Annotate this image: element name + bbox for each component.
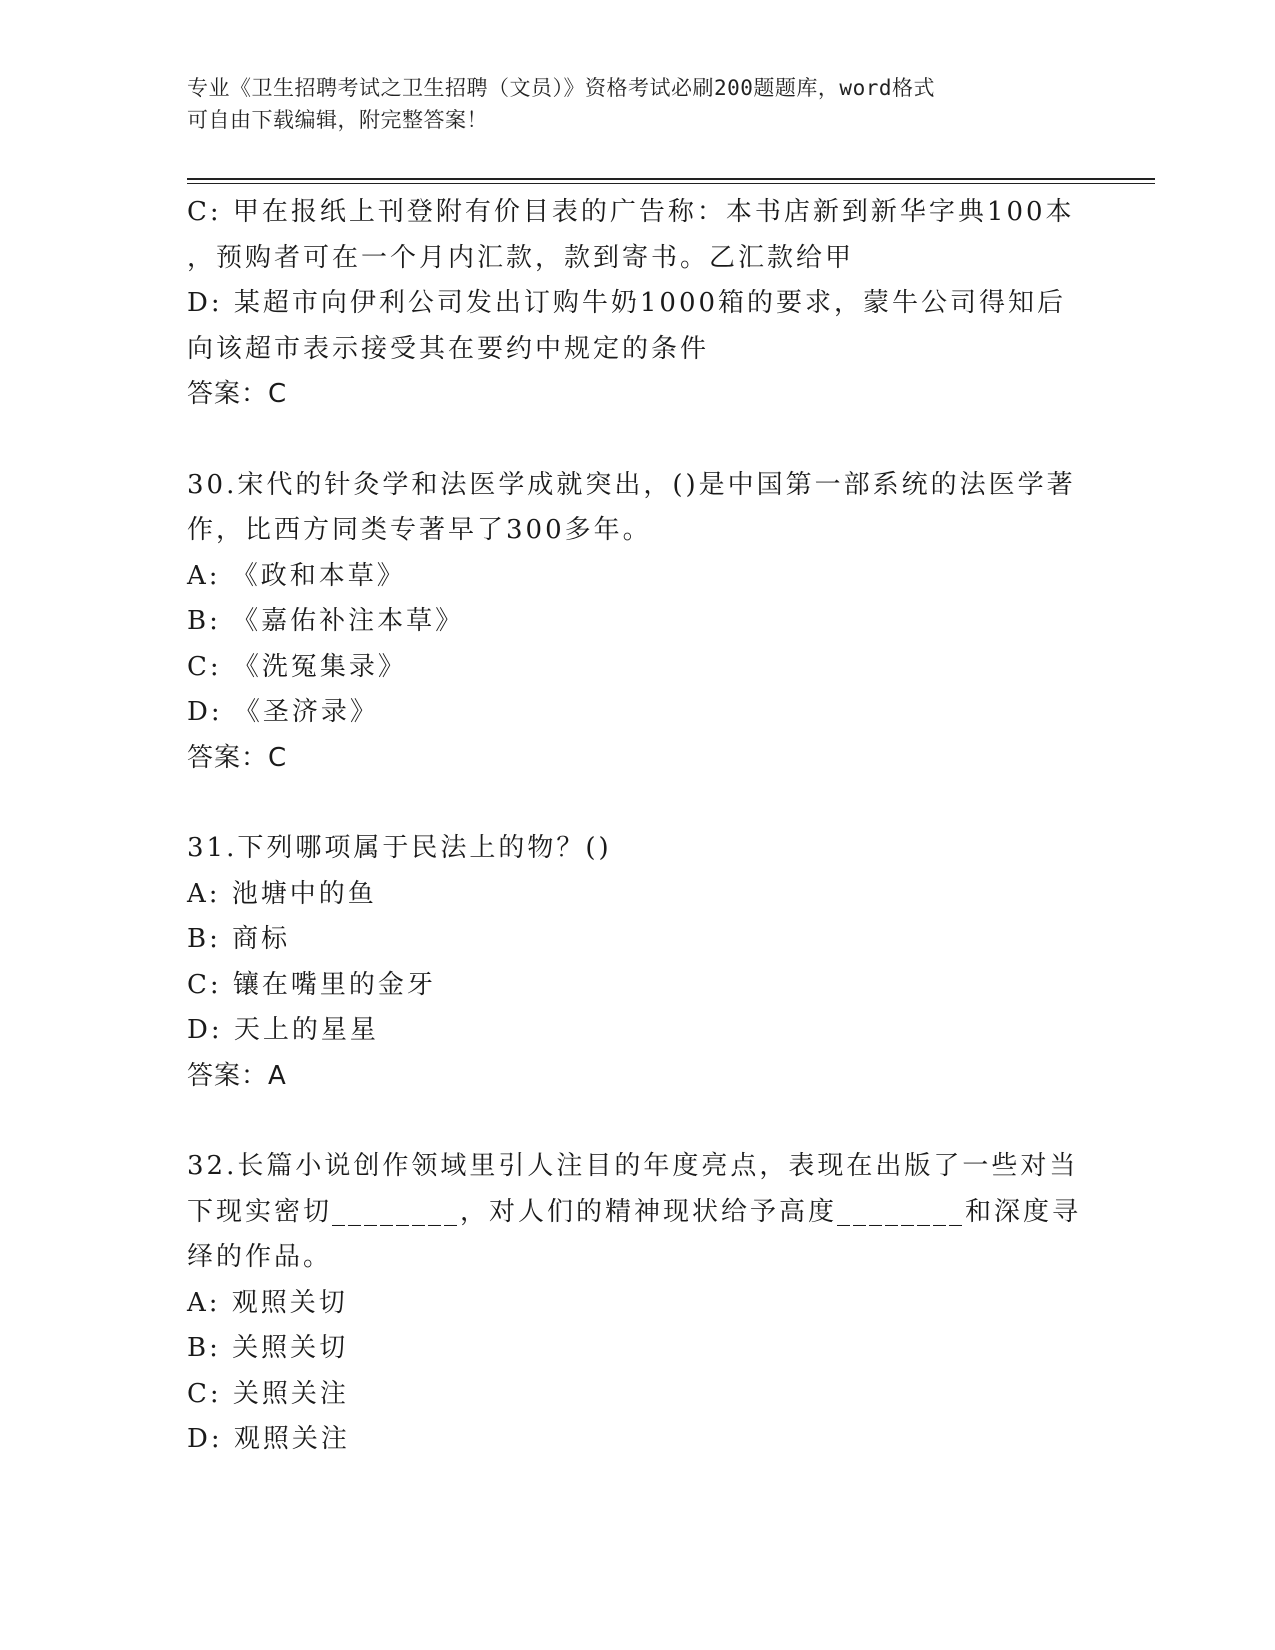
answer-line: 答案：C <box>187 379 288 409</box>
option-c-line-2: ，预购者可在一个月内汇款，款到寄书。乙汇款给甲 <box>187 242 855 273</box>
header-divider-thin <box>187 183 1155 184</box>
option-d-line-2: 向该超市表示接受其在要约中规定的条件 <box>187 333 710 364</box>
option-b: B: 关照关切 <box>187 1333 349 1363</box>
question-stem-line-1: 32.长篇小说创作领域里引人注目的年度亮点，表现在出版了一些对当 <box>187 1151 1079 1181</box>
document-header <box>187 72 1087 136</box>
answer-line: 答案：A <box>187 1060 287 1091</box>
option-a: A: 观照关切 <box>187 1287 348 1318</box>
question-stem: 31.下列哪项属于民法上的物？() <box>187 833 612 863</box>
header-line-2: 可自由下载编辑，附完整答案！ <box>187 108 488 132</box>
spacer <box>187 1099 1087 1144</box>
question-stem-line-2: 下现实密切________，对人们的精神现状给予高度________和深度寻 <box>187 1196 1082 1227</box>
question-31 <box>187 826 1087 1099</box>
question-29-partial <box>187 190 1087 418</box>
option-d-line-1: D: 某超市向伊利公司发出订购牛奶1000箱的要求，蒙牛公司得知后 <box>187 288 1067 318</box>
option-d: D: 《圣济录》 <box>187 697 379 727</box>
option-d: D: 天上的星星 <box>187 1015 379 1045</box>
option-c: C: 《洗冤集录》 <box>187 651 407 682</box>
answer-line: 答案：C <box>187 742 288 773</box>
document-body <box>187 190 1087 1463</box>
question-stem-line-2: 作，比西方同类专著早了300多年。 <box>187 515 652 545</box>
option-c-line-1: C: 甲在报纸上刊登附有价目表的广告称：本书店新到新华字典100本 <box>187 197 1075 227</box>
question-32 <box>187 1144 1087 1463</box>
option-b: B: 《嘉佑补注本草》 <box>187 606 465 636</box>
question-stem-line-3: 绎的作品。 <box>187 1242 333 1272</box>
spacer <box>187 418 1087 463</box>
option-c: C: 镶在嘴里的金牙 <box>187 969 436 1000</box>
option-c: C: 关照关注 <box>187 1378 349 1409</box>
header-divider-thick <box>187 178 1155 180</box>
option-b: B: 商标 <box>187 924 291 954</box>
header-line-1: 专业《卫生招聘考试之卫生招聘（文员）》资格考试必刷200题题库，word格式 <box>187 76 935 100</box>
question-stem-line-1: 30.宋代的针灸学和法医学成就突出，()是中国第一部系统的法医学著 <box>187 469 1076 500</box>
spacer <box>187 781 1087 826</box>
question-30 <box>187 463 1087 782</box>
option-a: A: 《政和本草》 <box>187 560 406 591</box>
option-d: D: 观照关注 <box>187 1424 350 1454</box>
option-a: A: 池塘中的鱼 <box>187 878 377 909</box>
